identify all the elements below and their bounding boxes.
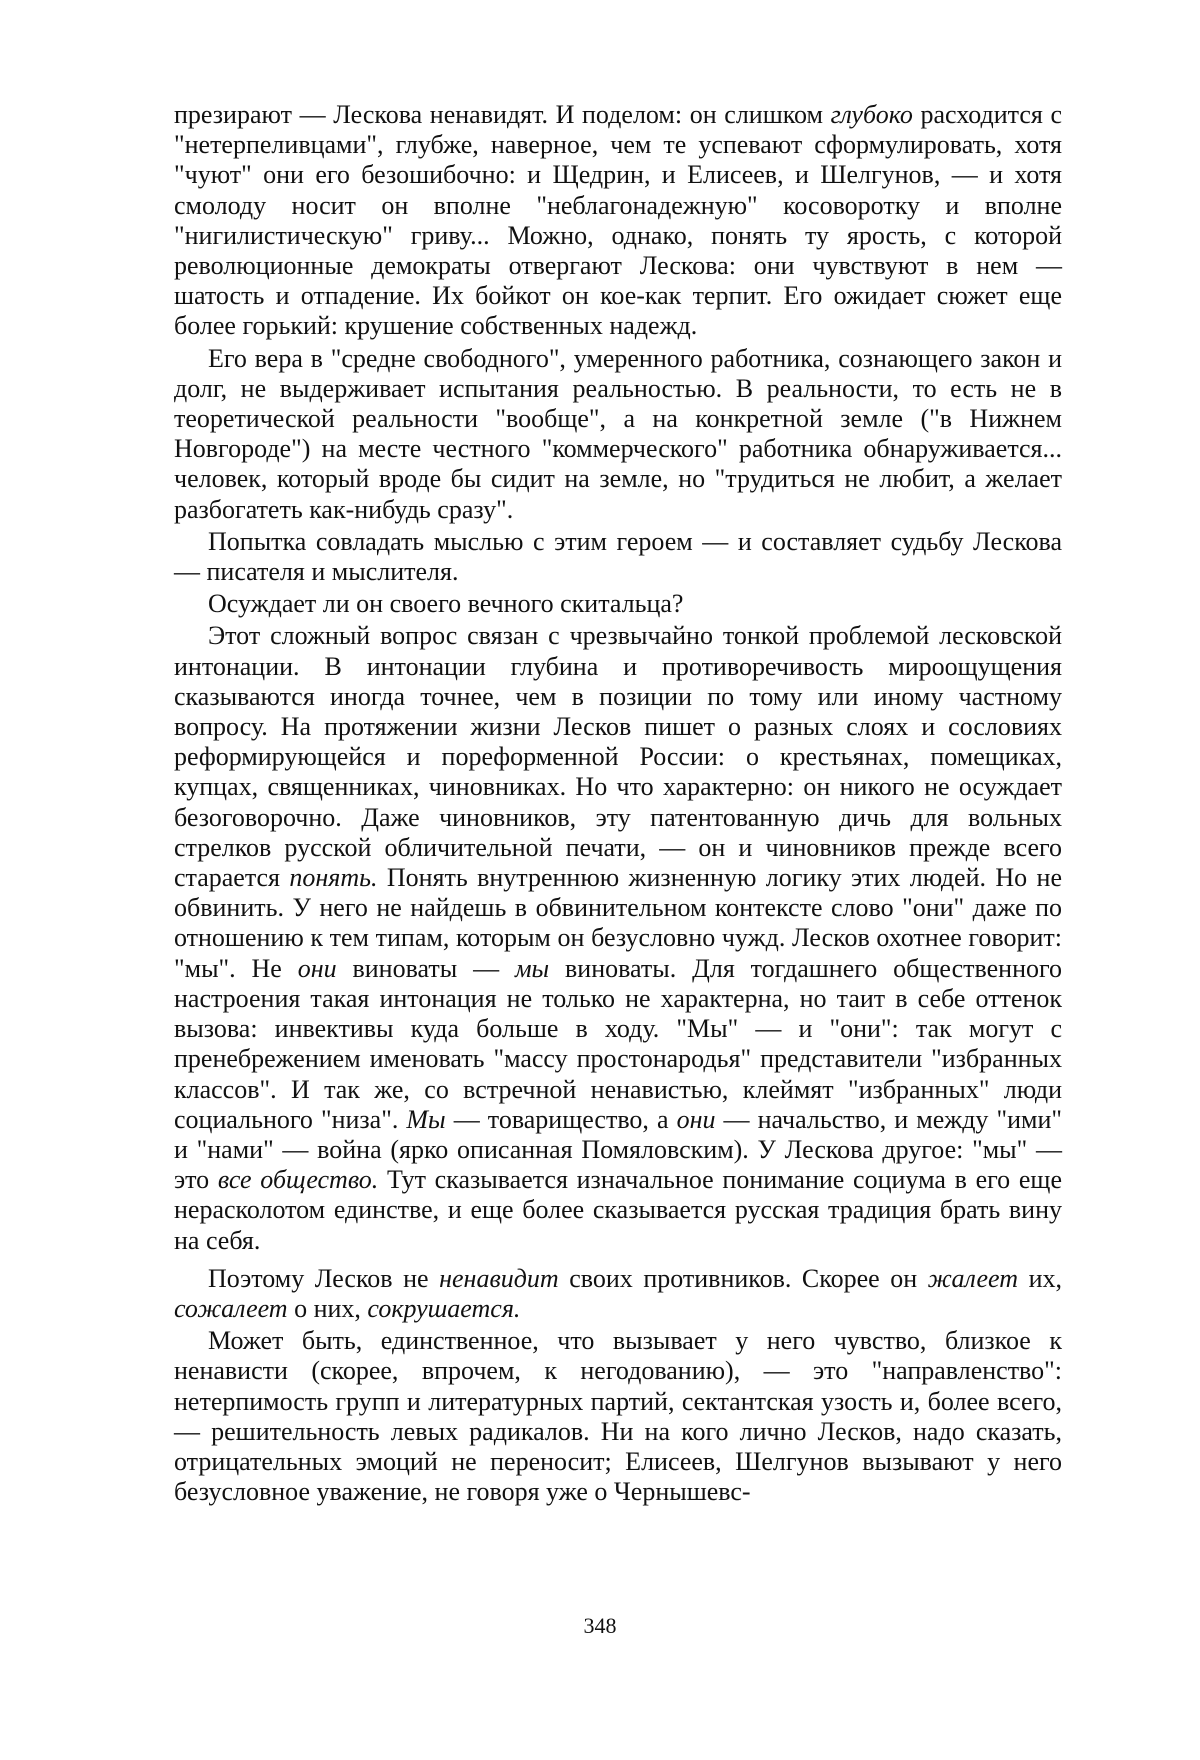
paragraph-p7: [174, 1326, 1062, 1507]
italic-emphasis: сокрушается.: [367, 1293, 521, 1323]
italic-emphasis: ненавидит: [439, 1263, 559, 1293]
italic-emphasis: глубоко: [830, 100, 913, 129]
italic-emphasis: мы: [514, 953, 550, 983]
text-run: Этот сложный вопрос связан с чрезвычайно тонкой проблемой лесковской интонации. В интонации глубина и противоречивость мироощущения сказываются иногда точнее, чем в позиции по тому или иному частному вопросу. На протяжении жизни Лесков пишет о разных слоях и сословиях реформирующейся и пореформенной России: о крестьянах, помещиках, купцах, священниках, чиновниках. Но что характерно: он никого не осуждает безоговорочно. Даже чиновников, эту патентованную дичь для вольных стрелков русской обличительной печати, — он и чиновников прежде всего старается: [174, 621, 1062, 893]
paragraph-p6: [174, 1264, 1062, 1324]
book-page-text: [174, 100, 1062, 1509]
italic-emphasis: Мы: [406, 1104, 446, 1134]
italic-emphasis: все общество.: [217, 1165, 379, 1195]
text-run: Может быть, единственное, что вызывает у него чувство, близкое к ненависти (скорее, впрочем, к негодованию), — это "направленство": нетерпимость групп и литературных партий, сектантская узость и, более всего, — решительность левых радикалов. Ни на кого лично Лесков, надо сказать, отрицательных эмоций не переносит; Елисеев, Шелгунов вызывают у него безусловное уважение, не говоря уже о Чернышевс-: [174, 1326, 1062, 1507]
text-run: Понять внутреннюю жизненную логику этих людей. Но не обвинить. У него не найдешь в обвинительном контексте слово "они" даже по отношению к тем типам, которым он безусловно чужд. Лесков охотнее говорит: "мы". Не: [174, 863, 1062, 983]
text-run: своих противников. Скорее он: [558, 1263, 928, 1293]
paragraph-p3: [174, 527, 1062, 587]
text-run: виноваты. Для тогдашнего общественного настроения такая интонация не только не характерна, но таит в себе оттенок вызова: инвективы куда больше в ходу. "Мы" — и "они": так могут с пренебрежением именовать "массу простонародья" представители "избранных классов". И так же, со встречной ненавистью, клеймят "избранных" люди социального "низа".: [174, 953, 1062, 1134]
italic-emphasis: они: [297, 953, 337, 983]
paragraph-p5: [174, 621, 1062, 1255]
paragraph-p4: [174, 589, 1062, 619]
text-run: Осуждает ли он своего вечного скитальца?: [208, 589, 684, 619]
paragraph-p2: [174, 344, 1062, 525]
page-number: 348: [583, 1613, 617, 1638]
text-run: расходится с "нетерпеливцами", глубже, наверное, чем те успевают сформулировать, хотя "чуют" они его безошибочно: и Щедрин, и Елисеев, и Шелгунов, — и хотя смолоду носит он вполне "неблагонадежную" косоворотку и вполне "нигилистическую" гриву... Можно, однако, понять ту ярость, с которой революционные демократы отвергают Лескова: они чувствуют в нем — шатость и отпадение. Их бойкот он кое-как терпит. Его ожидает сюжет еще более горький: крушение собственных надежд.: [174, 100, 1063, 341]
text-run: Тут сказывается изначальное понимание социума в его еще нерасколотом единстве, и еще более сказывается русская традиция брать вину на себя.: [174, 1165, 1062, 1255]
text-run: Его вера в "средне свободного", умеренного работника, сознающего закон и долг, не выдерживает испытания реальностью. В реальности, то есть не в теоретической реальности "вообще", а на конкретной земле ("в Нижнем Новгороде") на месте честного "коммерческого" работника обнаруживается... человек, который вроде бы сидит на земле, но "трудиться не любит, а желает разбогатеть как-нибудь сразу".: [174, 343, 1062, 524]
paragraph-p1: [174, 100, 1062, 342]
text-run: о них,: [287, 1293, 368, 1323]
text-run: презирают — Лескова ненавидят. И поделом: он слишком: [174, 100, 831, 129]
text-run: — товарищество, а: [445, 1104, 677, 1134]
text-run: виноваты —: [336, 953, 515, 983]
italic-emphasis: понять.: [289, 863, 378, 893]
italic-emphasis: они: [676, 1104, 716, 1134]
text-run: их,: [1018, 1263, 1062, 1293]
italic-emphasis: жалеет: [927, 1263, 1019, 1293]
text-run: Поэтому Лесков не: [208, 1263, 440, 1293]
text-run: — начальство, и между "ими" и "нами" — война (ярко описанная Помяловским). У Лескова другое: "мы" — это: [174, 1104, 1062, 1195]
text-run: Попытка совладать мыслью с этим героем — и составляет судьбу Лескова — писателя и мыслителя.: [174, 526, 1062, 587]
italic-emphasis: сожалеет: [174, 1293, 288, 1323]
